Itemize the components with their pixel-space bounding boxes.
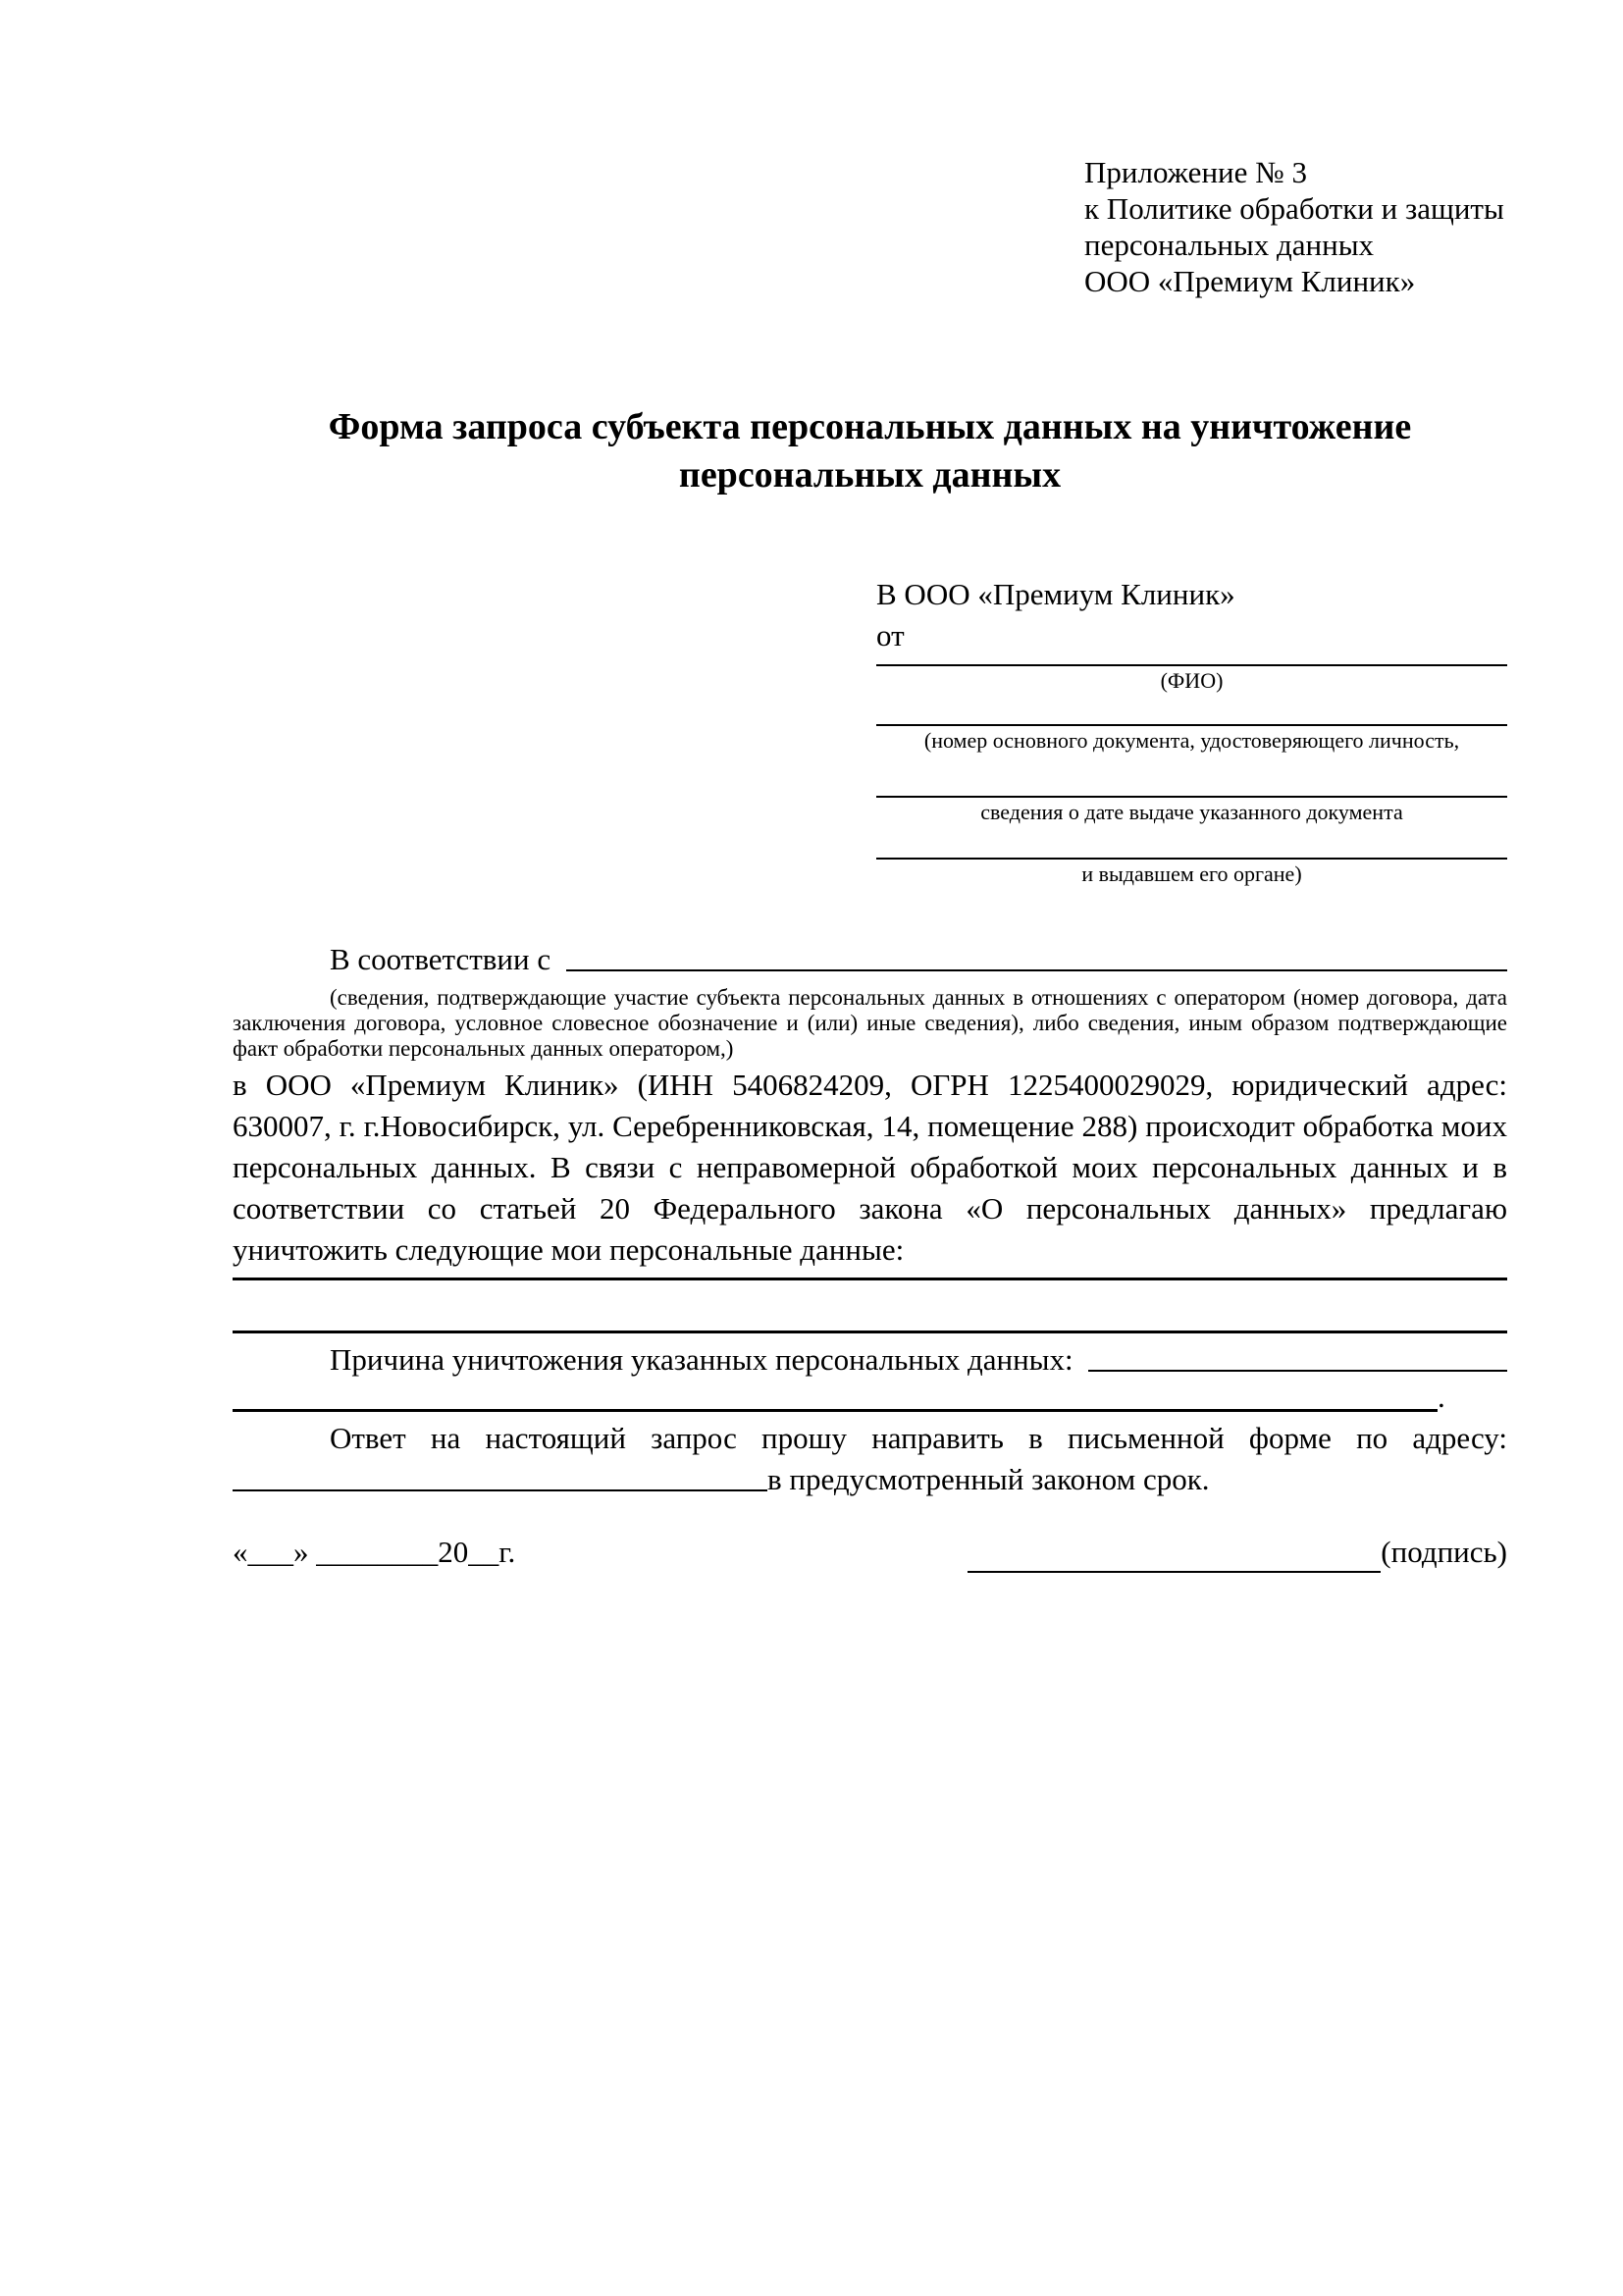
reason-row xyxy=(233,1339,1507,1381)
addressee-block xyxy=(876,574,1507,888)
page-title: Форма запроса субъекта персональных данных на уничтожение персональных данных xyxy=(328,406,1412,496)
write-line-address xyxy=(233,1459,767,1491)
write-line-issuing-authority xyxy=(876,826,1507,860)
addressee-from-label: от xyxy=(876,618,905,652)
field-document-number xyxy=(876,695,1507,755)
appendix-number: Приложение № 3 xyxy=(1084,155,1307,189)
write-line-issue-date xyxy=(876,755,1507,798)
field-caption-document-number: (номер основного документа, удостоверяющего личность, xyxy=(923,728,1460,753)
signature-group xyxy=(968,1532,1507,1573)
write-line-data-1 xyxy=(233,1271,1507,1280)
field-fio xyxy=(876,656,1507,695)
field-caption-issue-date: сведения о дате выдаче указанного документа xyxy=(980,800,1403,824)
field-issuing-authority xyxy=(876,826,1507,888)
field-caption-fio: (ФИО) xyxy=(1160,668,1224,693)
addressee-to: В ООО «Премиум Клиник» xyxy=(876,577,1235,611)
signature-caption: (подпись) xyxy=(1381,1535,1507,1569)
accordance-row xyxy=(233,939,1507,980)
reason-label: Причина уничтожения указанных персональных данных: xyxy=(330,1342,1081,1377)
date-line: «___» ________20__г. xyxy=(233,1535,516,1569)
answer-paragraph: Ответ на настоящий запрос прошу направить в письменной форме по адресу: xyxy=(330,1421,1507,1455)
appendix-policy-line2: персональных данных xyxy=(1084,228,1375,262)
write-line-data-2 xyxy=(233,1280,1507,1333)
field-issue-date xyxy=(876,755,1507,826)
appendix-header xyxy=(1084,154,1507,299)
reason-continuation-row xyxy=(233,1381,1507,1412)
line-terminator: . xyxy=(1438,1380,1445,1414)
accordance-note: (сведения, подтверждающие участие субъекта персональных данных в отношениях с оператором (номер договора, дата заключения договора, условное словесное обозначение и (или) иные сведения), либо сведения, иным образом подтверждающие факт обработки персональных данных оператором,) xyxy=(233,985,1507,1061)
appendix-policy-line1: к Политике обработки и защиты xyxy=(1084,191,1504,226)
write-line-fio xyxy=(876,656,1507,666)
main-paragraph: в ООО «Премиум Клиник» (ИНН 5406824209, ОГРН 1225400029029, юридический адрес: 630007, г. г.Новосибирск, ул. Серебренниковская, 14, помещение 288) происходит обработка моих персональных данных. В связи с неправомерной обработкой моих персональных данных и в соответствии со статьей 20 Федерального закона «О персональных данных» предлагаю уничтожить следующие мои персональные данные: xyxy=(233,1068,1507,1267)
answer-tail: в предусмотренный законом срок. xyxy=(767,1462,1210,1496)
field-caption-issuing-authority: и выдавшем его органе) xyxy=(1081,861,1302,886)
write-line-document-number xyxy=(876,695,1507,726)
footer-row xyxy=(233,1532,1507,1573)
answer-address-row xyxy=(233,1459,1507,1500)
write-line-accordance xyxy=(566,939,1507,971)
write-line-reason xyxy=(1088,1339,1507,1372)
accordance-label: В соответствии с xyxy=(330,942,558,976)
write-line-reason-continuation xyxy=(233,1383,1438,1412)
appendix-company: ООО «Премиум Клиник» xyxy=(1084,264,1416,298)
write-line-signature xyxy=(968,1541,1381,1573)
